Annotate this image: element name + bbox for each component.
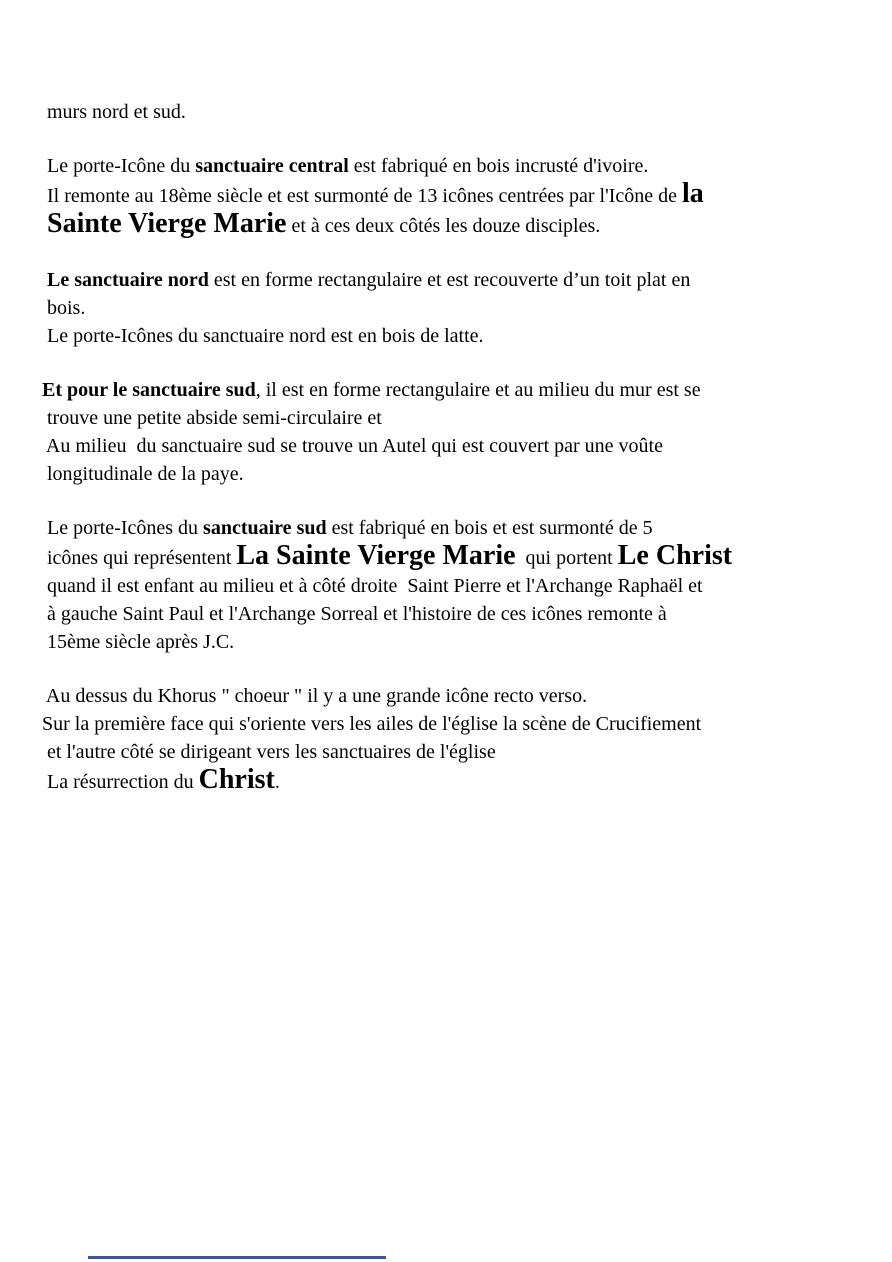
text-run: est en forme rectangulaire et est recouverte d’un toit plat en [208,269,691,291]
text-line [42,766,892,796]
text-run: Le porte-Icône du [42,155,196,177]
text-run: , il est en forme rectangulaire et au milieu du mur est se [255,379,701,401]
text-run: Au milieu du sanctuaire sud se trouve un Autel qui est couvert par une voûte [42,435,663,457]
text-line [42,460,892,488]
text-line [42,210,892,240]
text-line [42,682,892,710]
text-run: trouve une petite abside semi-circulaire et [42,407,382,429]
text-line [42,322,892,350]
text-run: sanctuaire central [195,155,349,177]
text-run: est fabriqué en bois incrusté d'ivoire. [348,155,649,177]
text-line [42,600,892,628]
paragraph [42,98,892,126]
text-line [42,542,892,572]
text-line [42,294,892,322]
text-run: . [274,771,280,793]
text-run: murs nord et sud. [42,101,186,123]
text-run: Au dessus du Khorus " choeur " il y a une grande icône recto verso. [42,685,588,707]
text-run: Le porte-Icônes du sanctuaire nord est en bois de latte. [42,325,484,347]
paragraph [42,682,892,796]
text-run: longitudinale de la paye. [42,463,244,485]
text-run: et à ces deux côtés les douze disciples. [286,215,601,237]
text-line [42,514,892,542]
text-line [42,738,892,766]
text-run: et l'autre côté se dirigeant vers les sanctuaires de l'église [42,741,496,763]
text-line [42,152,892,180]
text-run: Christ [198,764,275,795]
text-run: bois. [42,297,86,319]
text-line [42,376,892,404]
text-run: la [682,178,704,209]
text-run: La résurrection du [42,771,199,793]
text-line [42,710,892,738]
text-run: Et pour le sanctuaire sud [42,379,256,401]
text-line [42,98,892,126]
text-line [42,180,892,210]
text-run: à gauche Saint Paul et l'Archange Sorreal et l'histoire de ces icônes remonte à [42,603,667,625]
text-run: La Sainte Vierge Marie [236,540,516,571]
text-run: icônes qui représentent [42,547,237,569]
text-line [42,572,892,600]
text-run: Sainte Vierge Marie [47,208,287,239]
bottom-partial-rule [88,1256,386,1259]
text-run: Le sanctuaire nord [47,269,209,291]
text-run: Il remonte au 18ème siècle et est surmonté de 13 icônes centrées par l'Icône de [42,185,683,207]
text-run: Le Christ [617,540,733,571]
text-run: Le porte-Icônes du [42,517,204,539]
text-run: 15ème siècle après J.C. [42,631,235,653]
paragraph [42,152,892,240]
text-run: Sur la première face qui s'oriente vers les ailes de l'église la scène de Crucifiement [42,713,702,735]
text-run: est fabriqué en bois et est surmonté de 5 [326,517,653,539]
text-line [42,432,892,460]
paragraph [42,376,892,488]
text-line [42,404,892,432]
text-run: quand il est enfant au milieu et à côté droite Saint Pierre et l'Archange Raphaël et [42,575,703,597]
text-run: qui portent [515,547,618,569]
paragraph [42,266,892,350]
text-line [42,266,892,294]
text-run: sanctuaire sud [203,517,327,539]
paragraph [42,514,892,656]
text-line [42,628,892,656]
